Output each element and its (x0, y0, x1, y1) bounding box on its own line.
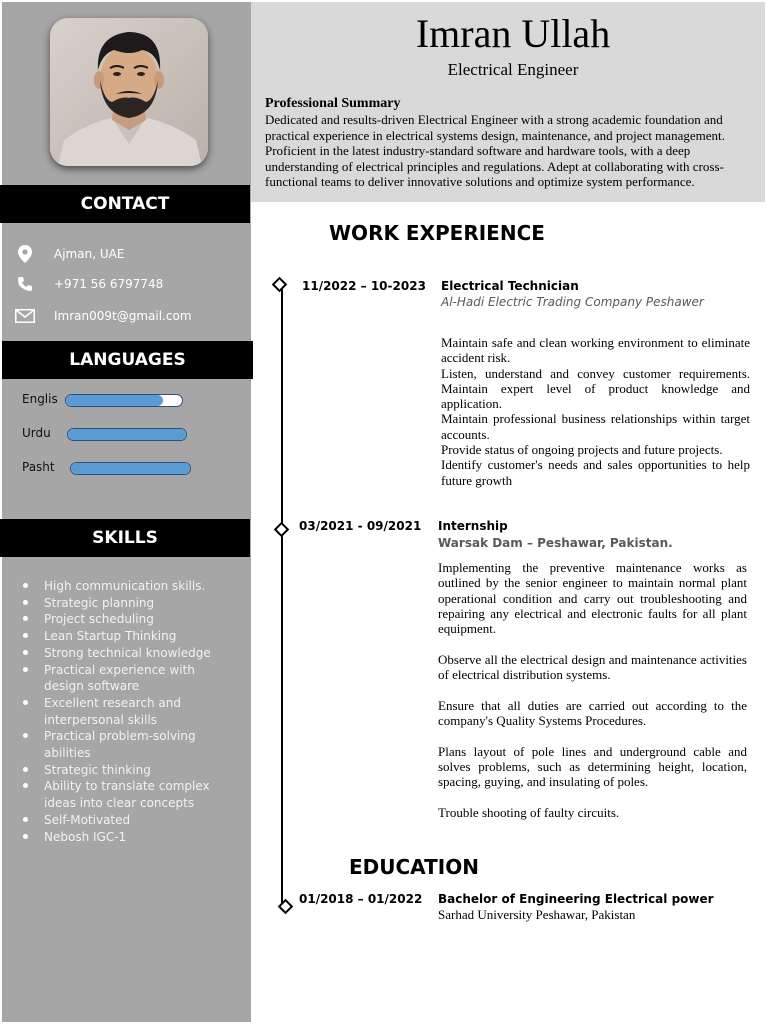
skill-item: Ability to translate complex ideas into clear concepts (20, 778, 235, 811)
person-name: Imran Ullah (415, 11, 611, 56)
location-pin-icon (10, 245, 40, 263)
skills-list (20, 578, 235, 845)
skill-item: Practical experience with design software (20, 662, 235, 695)
language-level-bar (65, 394, 183, 407)
work-experience-heading: WORK EXPERIENCE (329, 221, 545, 245)
education-date: 01/2018 – 01/2022 (299, 892, 423, 906)
language-level-bar (67, 428, 187, 441)
job-title-heading: Electrical Engineer (447, 60, 579, 79)
contact-email-text[interactable]: Imran009t@gmail.com (54, 309, 192, 323)
education-degree: Bachelor of Engineering Electrical power (438, 892, 714, 906)
sidebar (2, 2, 251, 1022)
skills-heading: SKILLS (0, 519, 250, 557)
job-duty: Ensure that all duties are carried out according to the company's Quality Systems Procedures. (438, 697, 747, 728)
contact-email[interactable] (10, 304, 245, 328)
language-name: Pasht (22, 460, 55, 474)
job-duty: Listen, understand and convey customer requirements. Maintain expert level of product knowledge and application. (441, 365, 750, 412)
phone-icon (10, 276, 40, 292)
timeline-marker (272, 277, 288, 293)
job-duty: Observe all the electrical design and maintenance activities of electrical distribution systems. (438, 651, 747, 683)
contact-location (10, 242, 245, 266)
summary-heading: Professional Summary (265, 96, 401, 111)
skill-item: High communication skills. (20, 578, 235, 595)
skill-item: Practical problem-solving abilities (20, 728, 235, 761)
summary-text: Dedicated and results-driven Electrical Engineer with a strong academic foundation and practical experience in electrical systems design, maintenance, and project management. Proficient in the latest industry-standard software and hardware tools, with a deep understanding of electrical principles and regulations. Adept at collaborating with cross-functional teams to deliver innovative solutions and optimize system performance. (265, 112, 725, 189)
timeline-marker (274, 522, 290, 538)
language-name: Urdu (22, 426, 51, 440)
education-school: Sarhad University Peshawar, Pakistan (438, 907, 636, 922)
skill-item: Strategic thinking (20, 762, 235, 779)
job-duty: Identify customer's needs and sales opportunities to help future growth (441, 457, 750, 488)
profile-photo (50, 18, 208, 166)
language-name: Englis (22, 392, 58, 406)
skill-item: Strong technical knowledge (20, 645, 235, 662)
skill-item: Lean Startup Thinking (20, 628, 235, 645)
profile-photo-image (50, 18, 208, 166)
skill-item: Strategic planning (20, 595, 235, 612)
job-title: Electrical Technician (441, 279, 579, 293)
contact-phone-text: +971 56 6797748 (54, 277, 164, 291)
education-heading: EDUCATION (349, 855, 479, 879)
job-date: 11/2022 – 10-2023 (302, 279, 426, 293)
job-duty: Implementing the preventive maintenance works as outlined by the senior engineer to maintain normal plant operational condition and carry out troubleshooting and repairing any electrical and electronic faults for all plant equipment. (438, 560, 747, 637)
job-date: 03/2021 - 09/2021 (299, 519, 422, 533)
contact-phone (10, 272, 245, 296)
contact-heading: CONTACT (0, 185, 250, 223)
language-row-urdu (20, 425, 245, 443)
language-row-english (20, 391, 245, 409)
job-duty: Maintain safe and clean working environment to eliminate accident risk. (441, 335, 750, 366)
job-company: Al-Hadi Electric Trading Company Peshawer (441, 295, 704, 309)
envelope-icon (10, 309, 40, 323)
job-duty: Provide status of ongoing projects and future projects. (441, 442, 723, 458)
skill-item: Nebosh IGC-1 (20, 829, 235, 846)
language-level-fill (66, 395, 163, 406)
skill-item: Excellent research and interpersonal skills (20, 695, 235, 728)
language-level-fill (71, 463, 190, 474)
job-duty: Maintain professional business relationships within target accounts. (441, 411, 750, 442)
job-title: Internship (438, 519, 508, 533)
job-description (438, 560, 747, 820)
job-duty: Plans layout of pole lines and underground cable and solves problems, such as determining height, location, spacing, guying, and insulating of poles. (438, 743, 747, 790)
skill-item: Project scheduling (20, 611, 235, 628)
language-level-fill (68, 429, 186, 440)
contact-location-text: Ajman, UAE (54, 247, 125, 261)
languages-heading: LANGUAGES (2, 341, 253, 379)
timeline-line (281, 285, 283, 905)
skill-item: Self-Motivated (20, 812, 235, 829)
job-description (441, 335, 750, 488)
job-duty: Trouble shooting of faulty circuits. (438, 804, 620, 820)
job-company: Warsak Dam – Peshawar, Pakistan. (438, 536, 673, 550)
language-level-bar (70, 462, 191, 475)
language-row-pashto (20, 459, 245, 477)
header (251, 2, 765, 202)
